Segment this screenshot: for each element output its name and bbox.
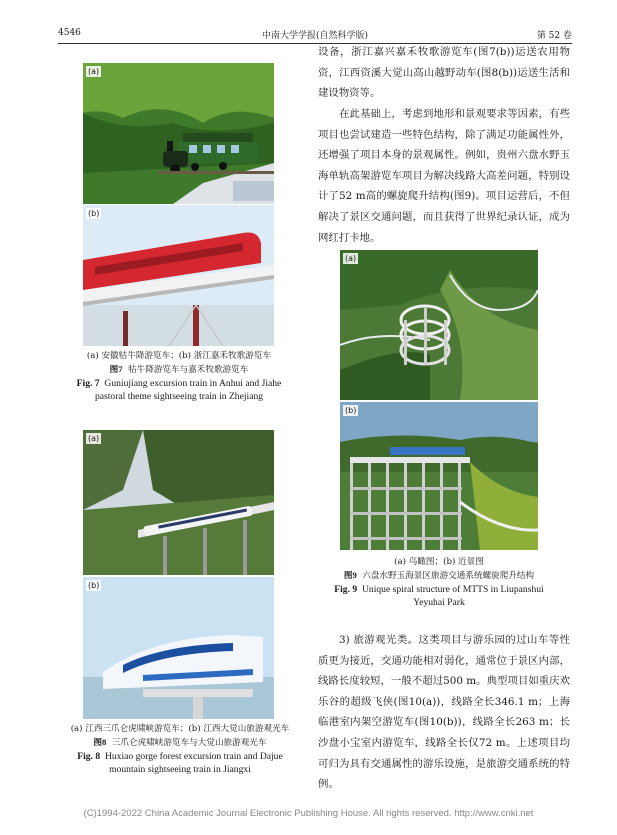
fig7-num-zh: 图7: [109, 364, 123, 374]
fig8-num-en: Fig. 8: [77, 751, 101, 762]
fig7-caption-zh: 牯牛降游览车与嘉禾牧歌游览车: [128, 365, 249, 375]
copyright-footer: (C)1994-2022 China Academic Journal Electronic Publishing House. All rights reserved. http://www.cnki.net: [83, 808, 534, 819]
fig7b-label: (b): [88, 209, 100, 218]
fig8-caption-en-2: mountain sightseeing train in Jiangxi: [109, 764, 251, 775]
fig9b-label: (b): [345, 406, 357, 415]
fig9-subcaption: (a) 鸟瞰图；(b) 近景图: [394, 557, 484, 567]
fig8-caption: [55, 723, 305, 776]
fig8a-label: (a): [88, 434, 100, 443]
body-paragraph-2: 在此基础上，考虑到地形和景观要求等因素，有些项目也尝试建造一些特色结构，除了满足功能属性外，还增强了项目本身的景观属性。例如，贵州六盘水野玉海单轨高架游览车项目为解决线路大高差问题，特别设计了52 m高的螺旋爬升结构(图9)。项目运营后，不但解决了景区交通问题，而且获得了世界纪录认证，成为网红打卡地。: [318, 108, 570, 244]
fig7a-photo: [83, 63, 274, 204]
fig9a-label: (a): [345, 254, 357, 263]
fig8a-photo: [83, 430, 274, 575]
fig8-caption-en-1: Huxiao gorge forest excursion train and Dajue: [104, 751, 283, 762]
fig9-num-en: Fig. 9: [334, 584, 358, 595]
fig8-num-zh: 图8: [93, 737, 107, 747]
fig7-subcaption: (a) 安徽牯牛降游览车；(b) 浙江嘉禾牧歌游览车: [86, 351, 272, 361]
fig8-caption-zh: 三爪仑虎啸峡游览车与大觉山旅游观光车: [111, 738, 267, 748]
fig8-subcaption: (a) 江西三爪仑虎啸峡游览车；(b) 江西大觉山旅游观光车: [70, 724, 290, 734]
fig9-caption: [318, 556, 560, 609]
fig9-caption-en-2: Yeyuhai Park: [413, 597, 465, 608]
fig9-caption-en-1: Unique spiral structure of MTTS in Liupanshui: [361, 584, 544, 595]
fig7b-photo: [83, 205, 274, 346]
fig7a-label: (a): [88, 67, 100, 76]
fig8b-photo: [83, 577, 274, 719]
volume-number: 第 52 卷: [536, 31, 572, 41]
journal-title: 中南大学学报(自然科学版): [261, 31, 369, 41]
fig9-caption-zh: 六盘水野玉海景区旅游交通系统螺旋爬升结构: [362, 571, 535, 581]
fig7-caption-en-1: Guniujiang excursion train in Anhui and Jiahe: [104, 378, 282, 389]
body-paragraph-3: 3) 旅游观光类。这类项目与游乐园的过山车等性质更为接近，交通功能相对弱化，通常位于景区内部，线路长度较短，一般不超过500 m。典型项目如重庆欢乐谷的超级飞侠(图10(a))，线路全长346.1 m；上海临港室内架空游览车(图10(b))，线路全长263 m；长沙盘小宝室内游览车，线路全长仅72 m。上述项目均可归为具有交通属性的游乐设施，是旅游交通系统的特例。: [318, 634, 570, 791]
fig9b-photo: [340, 402, 538, 550]
fig7-caption-en-2: pastoral theme sightseeing train in Zhejiang: [94, 391, 264, 402]
page-header: [58, 28, 572, 42]
fig9-num-zh: 图9: [343, 570, 357, 580]
fig7-num-en: Fig. 7: [76, 378, 100, 389]
page-number: 4546: [58, 28, 81, 38]
fig9a-photo: [340, 250, 538, 400]
fig8b-label: (b): [88, 581, 100, 590]
fig7-caption: [70, 350, 288, 403]
body-paragraph-1: 设备，浙江嘉兴嘉禾牧歌游览车(图7(b))运送农用物资，江西资溪大觉山高山越野动车(图8(b))运送生活和建设物资等。: [318, 46, 570, 100]
